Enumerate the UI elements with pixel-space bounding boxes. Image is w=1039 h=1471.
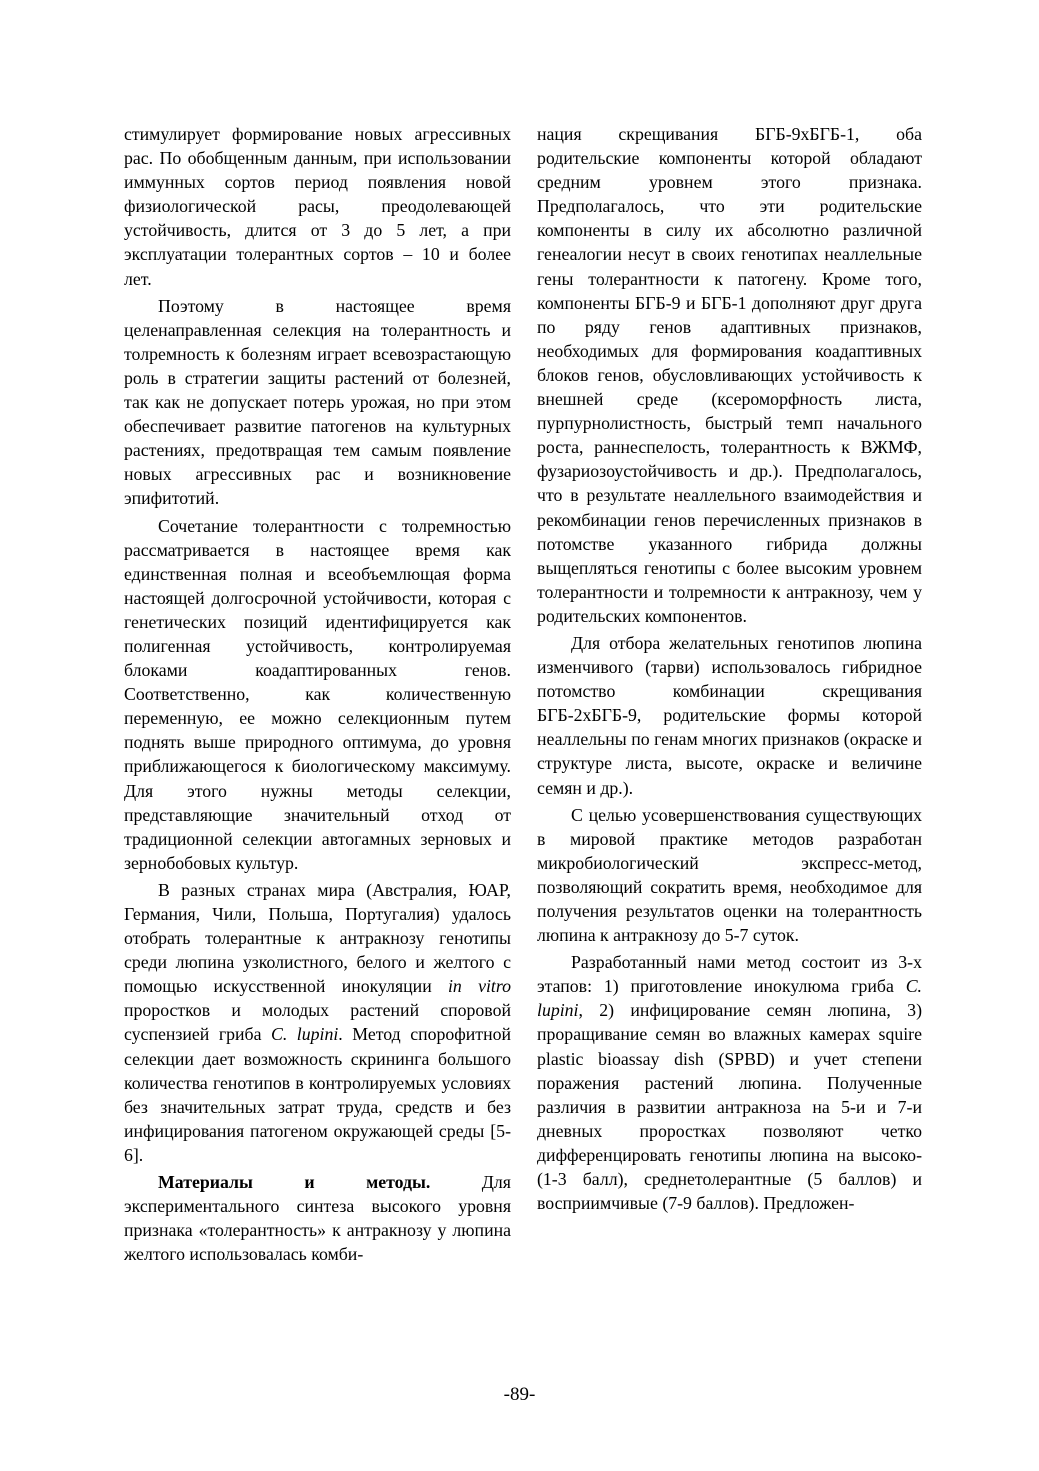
section-heading: Материалы и методы. (158, 1172, 431, 1193)
paragraph: Для отбора желательных генотипов люпина изменчивого (тарви) использовалось гибридное потомство комбинации скрещивания БГБ-2хБГБ-9, родительские формы которой неаллельны по генам многих признаков (окраске и структуре листа, высоте, окраске и величине семян и др.). (537, 632, 922, 798)
text-run: . Метод спорофитной селекции дает возможность скрининга большого количества генотипов в контролируемых условиях без значительных затрат труда, средств и без инфицирования патогеном окружающей среды [5-6]. (124, 1024, 512, 1165)
text-run: , 2) инфицирование семян люпина, 3) проращивание семян во влажных камерах squire plastic bioassay dish (SPBD) и учет степени поражения растений люпина. Полученные различия в развитии антракноза на 5-и и 7-и дневных проростках позволяют четко дифференцировать генотипы люпина на высоко- (1-3 балл), среднетолерантные (5 баллов) и восприимчивые (7-9 баллов). Предложен- (537, 1000, 922, 1214)
paragraph: нация скрещивания БГБ-9хБГБ-1, оба родительские компоненты которой обладают средним уровнем этого признака. Предполагалось, что эти родительские компоненты в силу их абсолютно различной генеалогии несут в своих генотипах неаллельные гены толерантности к патогену. Кроме того, компоненты БГБ-9 и БГБ-1 дополняют друг друга по ряду генов адаптивных признаков, необходимых для формирования коадаптивных блоков генов, обусловливающих устойчивость к внешней среде (ксероморфность листа, пурпурнолистность, быстрый темп начального роста, раннеспелость, толерантность к ВЖМФ, фузариозоустойчивость и др.). Предполагалось, что в результате неаллельного взаимодействия и рекомбинации генов перечисленных признаков в потомстве указанного гибрида должны выщепляться генотипы с более высоким уровнем толерантности и толремности к антракнозу, чем у родительских компонентов. (537, 124, 922, 626)
text-run: Для экспериментального синтеза высокого уровня признака «толерантность» к антракнозу у люпина желтого использовалась комби- (124, 1172, 511, 1265)
paragraph (124, 1170, 511, 1266)
right-column (537, 122, 922, 1218)
paragraph (537, 950, 922, 1215)
text-run: Разработанный нами метод состоит из 3-х этапов: 1) приготовление инокулюма гриба (537, 952, 922, 997)
page-number: -89- (503, 1384, 536, 1405)
paragraph: С целью усовершенствования существующих в мировой практике методов разработан микробиологический экспресс-метод, позволяющий сократить время, необходимое для получения результатов оценки на толерантность люпина к антракнозу до 5-7 суток. (537, 804, 922, 946)
species-name: C. lupini (537, 976, 922, 1021)
italic-term: in vitro (447, 976, 512, 997)
text-run: В разных странах мира (Австралия, ЮАР, Германия, Чили, Польша, Португалия) удалось отобрать толерантные к антракнозу генотипы среди люпина узколистного, белого и желтого с помощью искусственной инокуляции (124, 879, 511, 997)
left-column (124, 122, 511, 1269)
paragraph: стимулирует формирование новых агрессивных рас. По обобщенным данным, при использовании иммунных сортов период появления новой физиологической расы, преодолевающей устойчивость, длится от 3 до 5 лет, а при эксплуатации толерантных сортов – 10 и более лет. (124, 124, 511, 289)
paragraph: Поэтому в настоящее время целенаправленная селекция на толерантность и толремность к болезням играет всевозрастающую роль в стратегии защиты растений от болезней, так как не допускает потерь урожая, но при этом обеспечивает развитие патогенов на культурных растениях, предотвращая тем самым появление новых агрессивных рас и возникновение эпифитотий. (124, 295, 511, 509)
species-name: C. lupini (270, 1024, 339, 1045)
text-run: проростков и молодых растений споровой суспензией гриба (124, 1000, 511, 1045)
paragraph: Сочетание толерантности с толремностью рассматривается в настоящее время как единственная полная и всеобъемлющая форма настоящей долгосрочной устойчивости, которая с генетических позиций идентифицируется как полигенная устойчивость, контролируемая блоками коадаптированных генов. Соответственно, как количественную переменную, ее можно селекционным путем поднять выше природного оптимума, до уровня приближающегося к биологическому максимуму. Для этого нужны методы селекции, представляющие значительный отход от традиционной селекции автогамных зерновых и зернобобовых культур. (124, 515, 511, 873)
paragraph (124, 878, 511, 1167)
